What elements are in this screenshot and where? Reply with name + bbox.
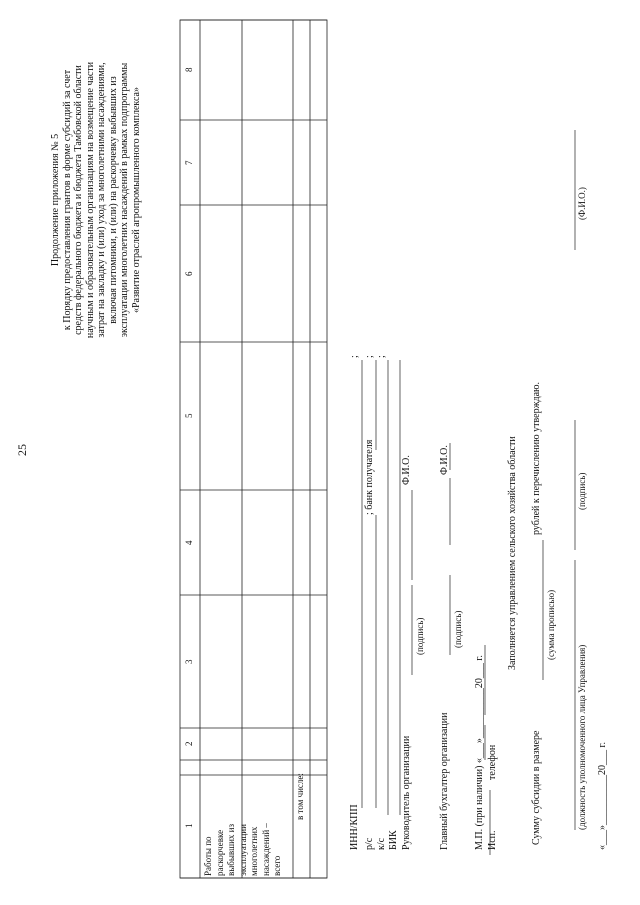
column-number: 7	[184, 160, 194, 165]
page-number: 25	[15, 444, 29, 456]
approval-date: «___»__________20___ г.	[597, 742, 608, 850]
signature-hint: (подпись)	[577, 472, 587, 510]
head-fio: Ф.И.О.	[401, 455, 412, 485]
semicolon: ;	[364, 355, 375, 358]
appendix-header	[50, 30, 142, 370]
bik-label: БИК	[388, 830, 399, 850]
stamp-date: М.П. (при наличии) «___»__________20___ г.	[474, 655, 485, 850]
approval-note: Заполняется управлением сельского хозяйства области	[507, 436, 518, 670]
column-number: 3	[184, 659, 194, 664]
column-number: 5	[184, 413, 194, 418]
rotated-page	[10, 10, 630, 890]
appendix-line: включая питомники, и (или) на раскорчевку выбывших из	[107, 76, 119, 324]
appendix-line: научным и образовательным организациям на возмещение части	[84, 61, 96, 339]
amount-tail: рублей к перечислению утверждаю.	[531, 382, 542, 535]
amount-words-hint: (сумма прописью)	[546, 589, 556, 660]
column-number: 1	[184, 823, 194, 828]
chief-accountant-fio: Ф.И.О.	[439, 445, 450, 475]
inn-kpp-label: ИНН/КПП	[349, 804, 360, 850]
corr-account-label: к/с	[376, 837, 387, 850]
column-number: 2	[184, 741, 194, 746]
semicolon: ;	[376, 355, 387, 358]
column-number: 6	[184, 271, 194, 276]
signature-hint: (подпись)	[415, 617, 425, 655]
table-row-label: в том числе:	[295, 773, 305, 820]
executor-label: Исп.	[487, 830, 498, 850]
phone-label: телефон	[487, 744, 498, 780]
column-number: 8	[184, 67, 194, 72]
table-row-label: Работы по раскорчевке выбывших из эксплуатации многолетних насаждений – всего	[203, 823, 282, 876]
chief-accountant-label: Главный бухгалтер организации	[439, 712, 450, 850]
official-position-hint: (должность уполномоченного лица Управления)	[577, 644, 587, 830]
appendix-line: средств федерального бюджета и бюджета Тамбовской области	[73, 65, 84, 335]
signature-hint: (подпись)	[453, 610, 463, 648]
appendix-title: Продолжение приложения № 5	[50, 133, 61, 267]
bank-recipient-label: ; банк получателя	[364, 439, 375, 515]
account-label: р/с	[364, 837, 375, 850]
semicolon: ;	[349, 355, 360, 358]
appendix-line: эксплуатации многолетних насаждений в рамках подпрограммы	[119, 62, 130, 338]
appendix-line: «Развитие отраслей агропромышленного комплекса»	[130, 87, 142, 314]
amount-label: Сумму субсидии в размере	[531, 730, 542, 845]
column-number: 4	[184, 540, 194, 545]
appendix-line: затрат на закладку и (или) уход за многолетними насаждениями,	[96, 62, 107, 338]
head-label: Руководитель организации	[401, 735, 412, 850]
fio-hint: (Ф.И.О.)	[577, 187, 587, 220]
appendix-line: к Порядку предоставления грантов в форме субсидий за счет	[61, 69, 73, 331]
